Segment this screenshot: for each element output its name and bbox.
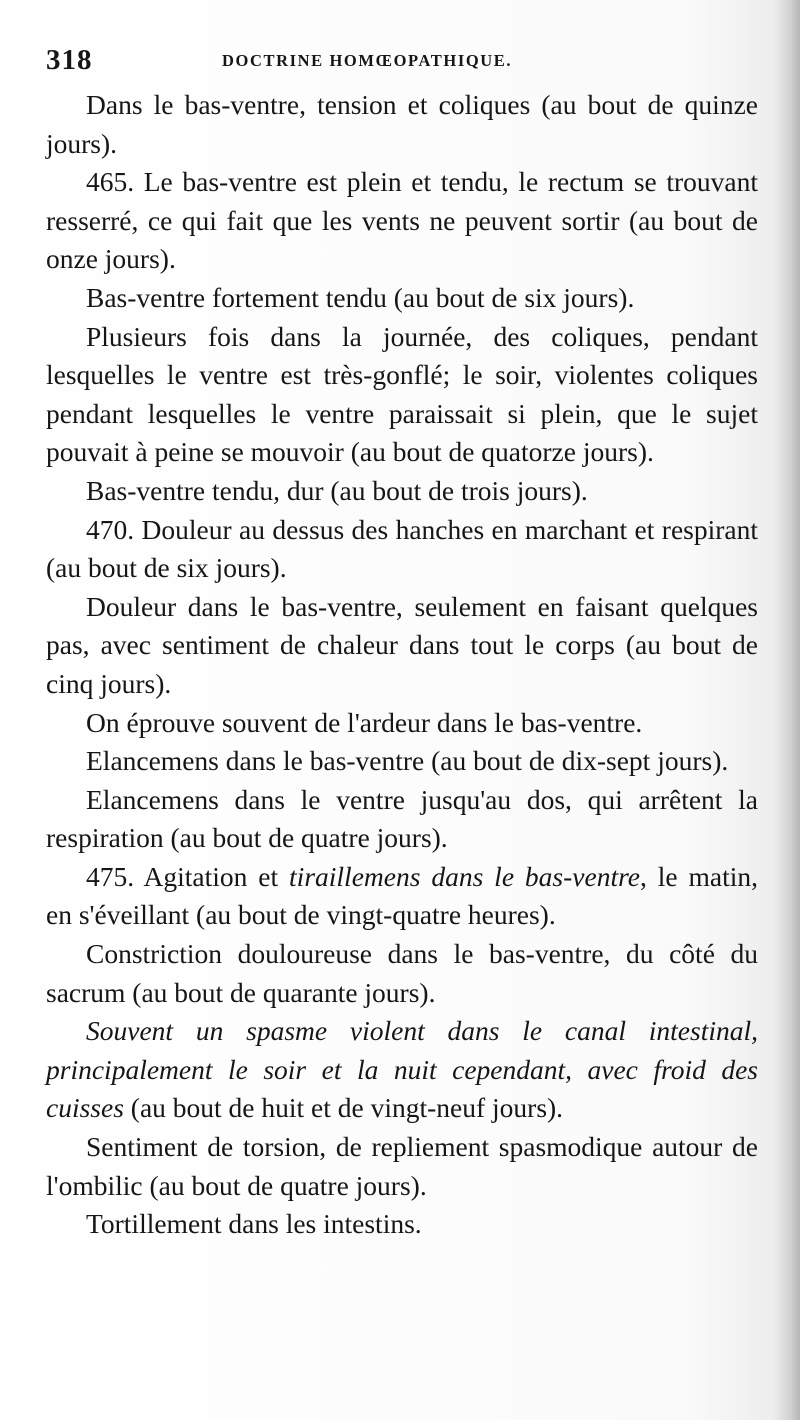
paragraph: [46, 935, 758, 1012]
paragraph: [46, 1012, 758, 1128]
paragraph: [46, 742, 758, 781]
body-text: [46, 86, 758, 1244]
paragraph: [46, 511, 758, 588]
paragraph-text: Bas-ventre tendu, dur (au bout de trois jours).: [86, 474, 588, 506]
paragraph-text: Le bas-ventre est plein et tendu, le rectum se trouvant resserré, ce qui fait que les vents ne peuvent sortir (au bout de onze jours).: [46, 166, 758, 275]
paragraph-text: Douleur au dessus des hanches en marchant et respirant (au bout de six jours).: [46, 513, 758, 584]
paragraph: [46, 318, 758, 472]
paragraph: [46, 588, 758, 704]
paragraph-text: Sentiment de torsion, de repliement spasmodique autour de l'ombilic (au bout de quatre jours).: [46, 1131, 758, 1201]
paragraph-text: (au bout de huit et de vingt-neuf jours).: [123, 1092, 564, 1124]
italic-text: Souvent un spasme violent dans le canal intestinal, principalement le soir et la nuit cependant, avec froid des cuisses: [46, 1015, 758, 1124]
paragraph-text: Plusieurs fois dans la journée, des coliques, pendant lesquelles le ventre est très-gonflé; le soir, violentes coliques pendant lesquelles le ventre paraissait si plein, que le sujet pouvait à peine se mouvoir (au bout de quatorze jours).: [46, 320, 758, 468]
paragraph: [46, 163, 758, 279]
paragraph-text: Elancemens dans le ventre jusqu'au dos, qui arrêtent la respiration (au bout de quatre jours).: [46, 783, 758, 854]
paragraph: [46, 1205, 758, 1244]
italic-text: tiraillemens dans le bas-ventre: [289, 860, 640, 892]
paragraph-text: , le matin, en s'éveillant (au bout de vingt-quatre heures).: [46, 860, 758, 931]
running-head: DOCTRINE HOMŒOPATHIQUE.: [222, 51, 513, 70]
paragraph-text: Bas-ventre fortement tendu (au bout de six jours).: [86, 281, 635, 313]
paragraph-text: Dans le bas-ventre, tension et coliques (au bout de quinze jours).: [46, 89, 758, 159]
page-number: 318: [46, 44, 93, 76]
paragraph-number: 475.: [86, 860, 144, 892]
paragraph-number: 465.: [86, 166, 144, 198]
page-header: [46, 44, 756, 78]
paragraph: [46, 1128, 758, 1205]
paragraph: [46, 858, 758, 935]
paragraph-text: Tortillement dans les intestins.: [86, 1208, 422, 1240]
paragraph: [46, 472, 758, 511]
paragraph: [46, 279, 758, 318]
page-edge-shadow: [774, 0, 800, 1420]
paragraph: [46, 86, 758, 163]
paragraph: [46, 704, 758, 743]
paragraph-text: Elancemens dans le bas-ventre (au bout de dix-sept jours).: [86, 745, 729, 777]
paragraph-text: Agitation et: [143, 860, 290, 892]
paragraph-text: On éprouve souvent de l'ardeur dans le bas-ventre.: [86, 706, 643, 738]
paragraph-text: Constriction douloureuse dans le bas-ventre, du côté du sacrum (au bout de quarante jours).: [46, 938, 758, 1008]
paragraph: [46, 781, 758, 858]
paragraph-text: Douleur dans le bas-ventre, seulement en faisant quelques pas, avec sentiment de chaleur dans tout le corps (au bout de cinq jours).: [46, 590, 758, 699]
paragraph-number: 470.: [86, 513, 142, 545]
